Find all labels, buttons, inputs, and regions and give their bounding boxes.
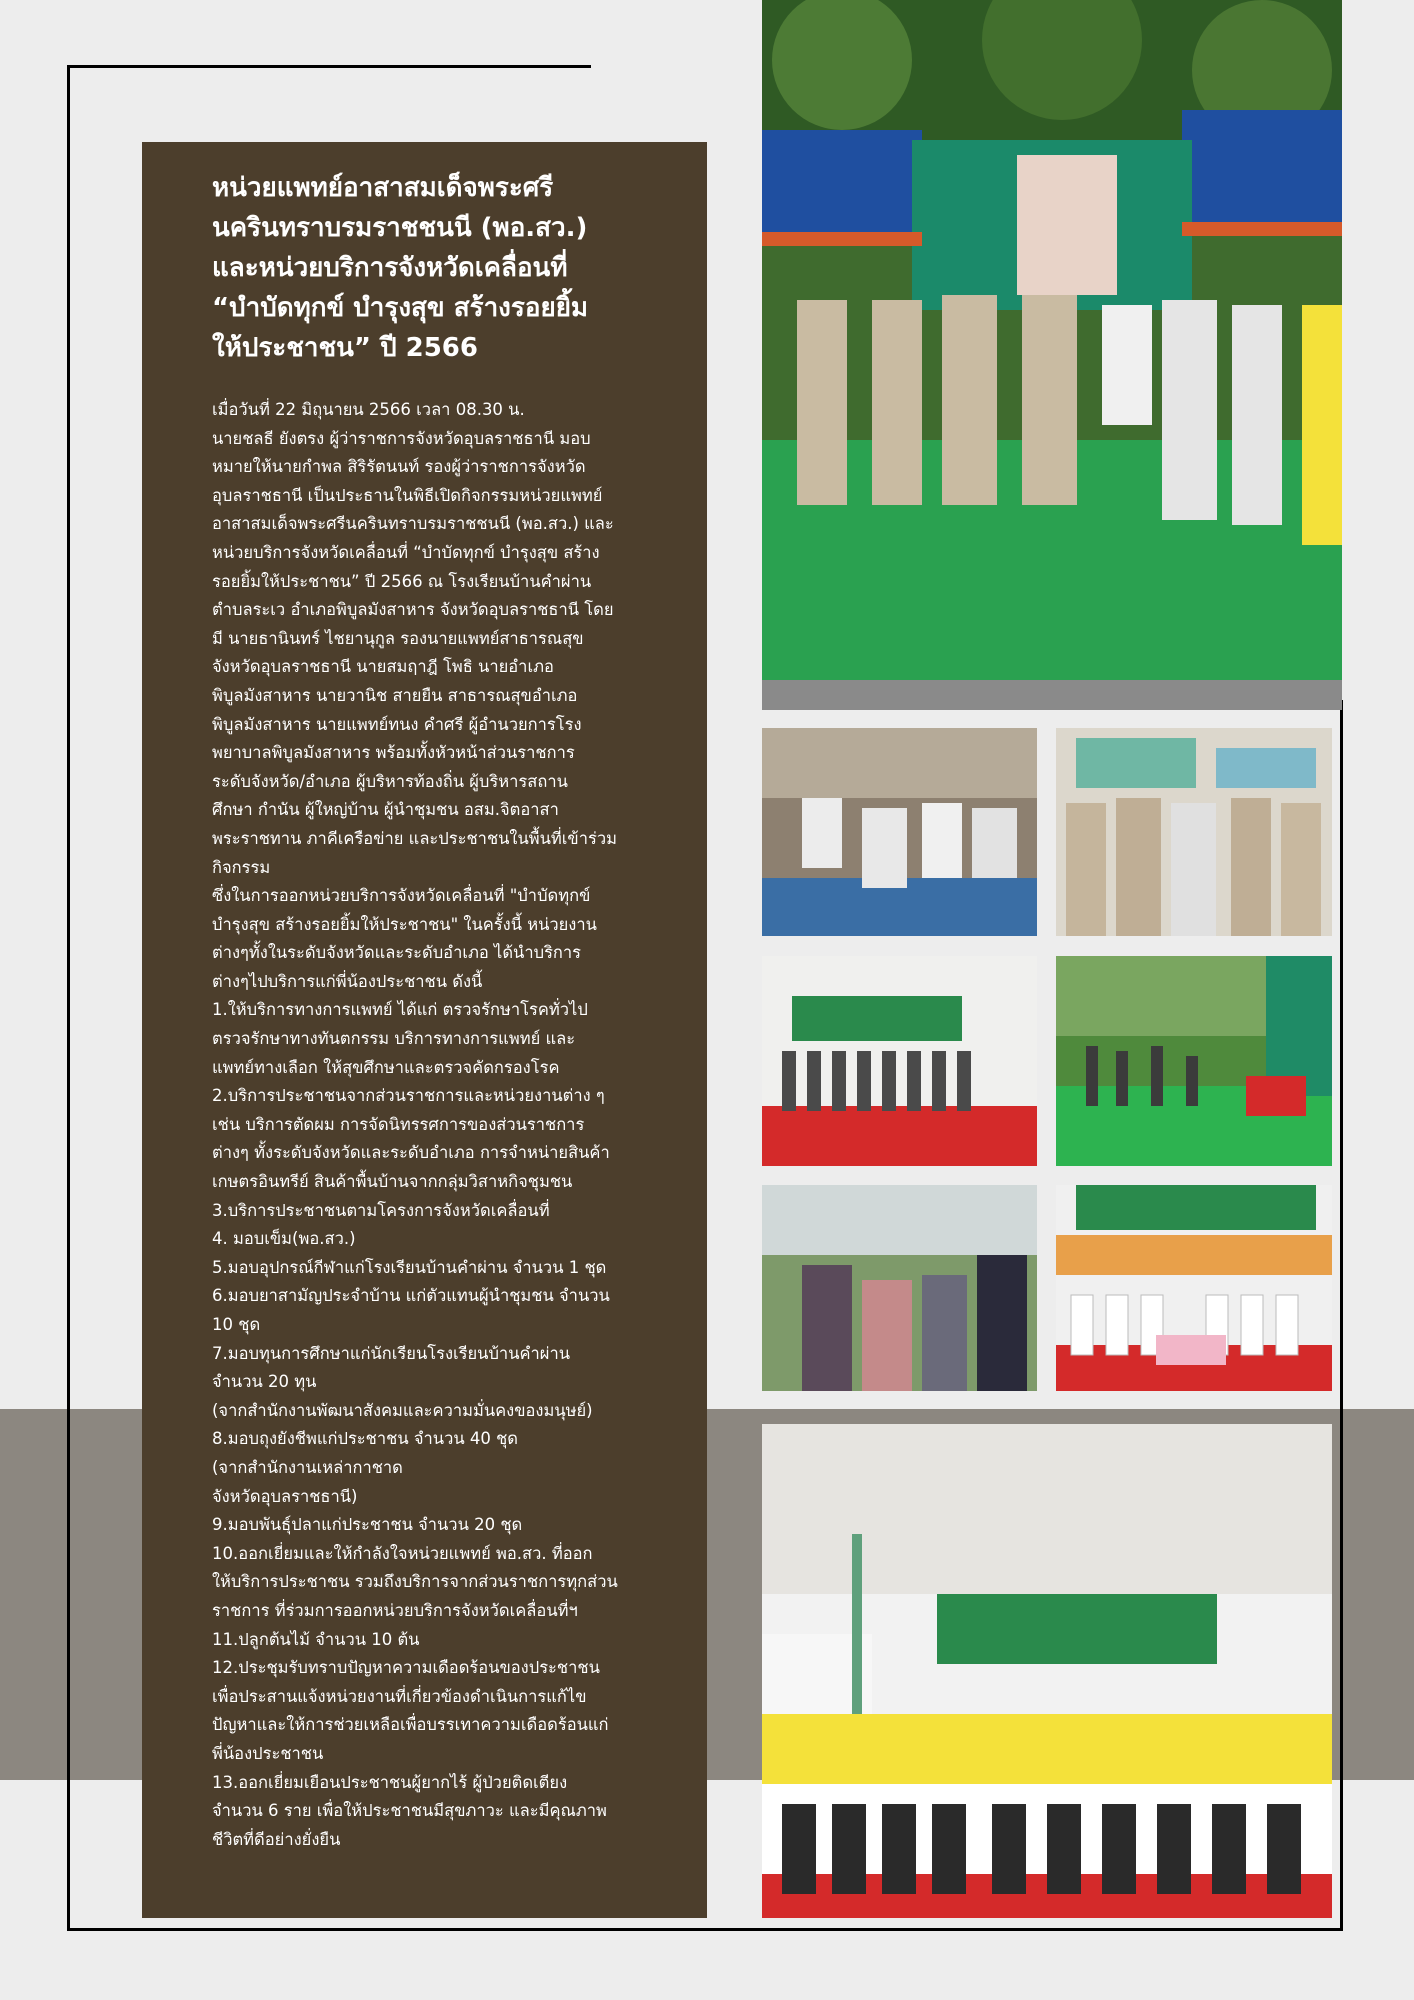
photo-medical-service [762,728,1037,936]
article-panel [142,142,707,1918]
body-line: 5.มอบอุปกรณ์กีฬาแก่โรงเรียนบ้านคำผ่าน จำนวน 1 ชุด [212,1257,607,1277]
photo-group-under-tent [762,1424,1332,1918]
body-line: 8.มอบถุงยังชีพแก่ประชาชน จำนวน 40 ชุด [212,1429,519,1449]
body-line: อุบลราชธานี เป็นประธานในพิธีเปิดกิจกรรมหน่วยแพทย์ [212,485,603,505]
body-line: แพทย์ทางเลือก ให้สุขศึกษาและตรวจคัดกรองโรค [212,1057,560,1077]
body-line: 2.บริการประชาชนจากส่วนราชการและหน่วยงานต่าง ๆ [212,1086,605,1106]
body-line: จำนวน 6 ราย เพื่อให้ประชาชนมีสุขภาวะ และมีคุณภาพ [212,1801,607,1821]
photo-officials-group [762,0,1342,710]
body-line: ศึกษา กำนัน ผู้ใหญ่บ้าน ผู้นำชุมชน อสม.จิตอาสา [212,800,559,820]
body-line: ปัญหาและให้การช่วยเหลือเพื่อบรรเทาความเดือดร้อนแก่ [212,1715,609,1735]
body-line: 1.ให้บริการทางการแพทย์ ได้แก่ ตรวจรักษาโรคทั่วไป [212,1000,588,1020]
body-line: บำรุงสุข สร้างรอยยิ้มให้ประชาชน" ในครั้งนี้ หน่วยงาน [212,914,597,934]
body-line: พระราชทาน ภาคีเครือข่าย และประชาชนในพื้นที่เข้าร่วม [212,828,617,848]
body-line: จำนวน 20 ทุน [212,1372,317,1392]
body-line: ซึ่งในการออกหน่วยบริการจังหวัดเคลื่อนที่ "บำบัดทุกข์ [212,886,591,906]
body-line: ราชการ ที่ร่วมการออกหน่วยบริการจังหวัดเคลื่อนที่ฯ [212,1600,578,1620]
frame-line-bottom [67,1928,1343,1931]
body-line: 7.มอบทุนการศึกษาแก่นักเรียนโรงเรียนบ้านคำผ่าน [212,1343,570,1363]
body-line: (จากสำนักงานเหล่ากาชาด [212,1457,403,1477]
body-line: พยาบาลพิบูลมังสาหาร พร้อมทั้งหัวหน้าส่วนราชการ [212,743,575,763]
body-line: ตรวจรักษาทางทันตกรรม บริการทางการแพทย์ และ [212,1029,576,1049]
body-line: นายชลธี ยังตรง ผู้ว่าราชการจังหวัดอุบลราชธานี มอบ [212,428,591,448]
body-line: ต่างๆไปบริการแก่พี่น้องประชาชน ดังนี้ [212,971,483,991]
body-line: หมายให้นายกำพล สิริรัตนนท์ รองผู้ว่าราชการจังหวัด [212,457,586,477]
body-line: ให้บริการประชาชน รวมถึงบริการจากส่วนราชการทุกส่วน [212,1572,618,1592]
body-line: พิบูลมังสาหาร นายแพทย์ทนง คำศรี ผู้อำนวยการโรง [212,714,582,734]
photo-elderly-visit [762,1185,1037,1391]
article-headline [212,168,673,368]
body-line: 10.ออกเยี่ยมและให้กำลังใจหน่วยแพทย์ พอ.สว. ที่ออก [212,1543,593,1563]
body-line: ต่างๆทั้งในระดับจังหวัดและระดับอำเภอ ได้นำบริการ [212,943,582,963]
frame-line-left [67,65,70,1931]
headline-line: ให้ประชาชน” ปี 2566 [212,333,478,363]
body-line: 9.มอบพันธุ์ปลาแก่ประชาชน จำนวน 20 ชุด [212,1515,523,1535]
photo-officials-indoor [1056,728,1332,936]
body-line: ต่างๆ ทั้งระดับจังหวัดและระดับอำเภอ การจำหน่ายสินค้า [212,1143,610,1163]
frame-line-top [67,65,591,68]
body-line: เพื่อประสานแจ้งหน่วยงานที่เกี่ยวข้องดำเนินการแก้ไข [212,1686,587,1706]
body-line: มี นายธานินทร์ ไชยานุกูล รองนายแพทย์สาธารณสุข [212,628,584,648]
body-line: หน่วยบริการจังหวัดเคลื่อนที่ “บำบัดทุกข์ บำรุงสุข สร้าง [212,542,600,562]
photo-exhibition-tent [762,956,1037,1166]
body-line: ระดับจังหวัด/อำเภอ ผู้บริหารท้องถิ่น ผู้บริหารสถาน [212,771,568,791]
body-line: ตำบลระเว อำเภอพิบูลมังสาหาร จังหวัดอุบลราชธานี โดย [212,600,614,620]
frame-line-right [1340,700,1343,1931]
body-line: 6.มอบยาสามัญประจำบ้าน แก่ตัวแทนผู้นำชุมชน จำนวน [212,1286,610,1306]
photo-outdoor-ceremony [1056,956,1332,1166]
body-line: จังหวัดอุบลราชธานี นายสมฤาฎี โพธิ นายอำเภอ [212,657,554,677]
body-line: (จากสำนักงานพัฒนาสังคมและความมั่นคงของมนุษย์) [212,1400,593,1420]
body-line: พี่น้องประชาชน [212,1743,324,1763]
body-line: 12.ประชุมรับทราบปัญหาความเดือดร้อนของประชาชน [212,1658,600,1678]
body-line: 13.ออกเยี่ยมเยือนประชาชนผู้ยากไร้ ผู้ป่วยติดเตียง [212,1772,568,1792]
body-line: 3.บริการประชาชนตามโครงการจังหวัดเคลื่อนที่ [212,1200,550,1220]
photo-students-scholarship [1056,1185,1332,1391]
body-line: 4. มอบเข็ม(พอ.สว.) [212,1229,356,1249]
article-body [212,396,673,1854]
body-line: จังหวัดอุบลราชธานี) [212,1486,358,1506]
body-line: ชีวิตที่ดีอย่างยั่งยืน [212,1829,341,1849]
body-line: 11.ปลูกต้นไม้ จำนวน 10 ต้น [212,1629,420,1649]
headline-line: หน่วยแพทย์อาสาสมเด็จพระศรี [212,173,554,203]
body-line: กิจกรรม [212,857,271,877]
body-line: พิบูลมังสาหาร นายวานิช สายยืน สาธารณสุขอำเภอ [212,685,578,705]
body-line: 10 ชุด [212,1315,261,1334]
headline-line: “บำบัดทุกข์ บำรุงสุข สร้างรอยยิ้ม [212,293,589,323]
body-line: รอยยิ้มให้ประชาชน” ปี 2566 ณ โรงเรียนบ้านคำผ่าน [212,571,592,591]
body-line: เกษตรอินทรีย์ สินค้าพื้นบ้านจากกลุ่มวิสาหกิจชุมชน [212,1172,573,1192]
body-line: เช่น บริการตัดผม การจัดนิทรรศการของส่วนราชการ [212,1114,585,1134]
body-line: เมื่อวันที่ 22 มิถุนายน 2566 เวลา 08.30 น. [212,400,525,419]
body-line: อาสาสมเด็จพระศรีนครินทราบรมราชชนนี (พอ.สว.) และ [212,514,614,534]
headline-line: นครินทราบรมราชชนนี (พอ.สว.) [212,213,588,243]
headline-line: และหน่วยบริการจังหวัดเคลื่อนที่ [212,253,568,283]
